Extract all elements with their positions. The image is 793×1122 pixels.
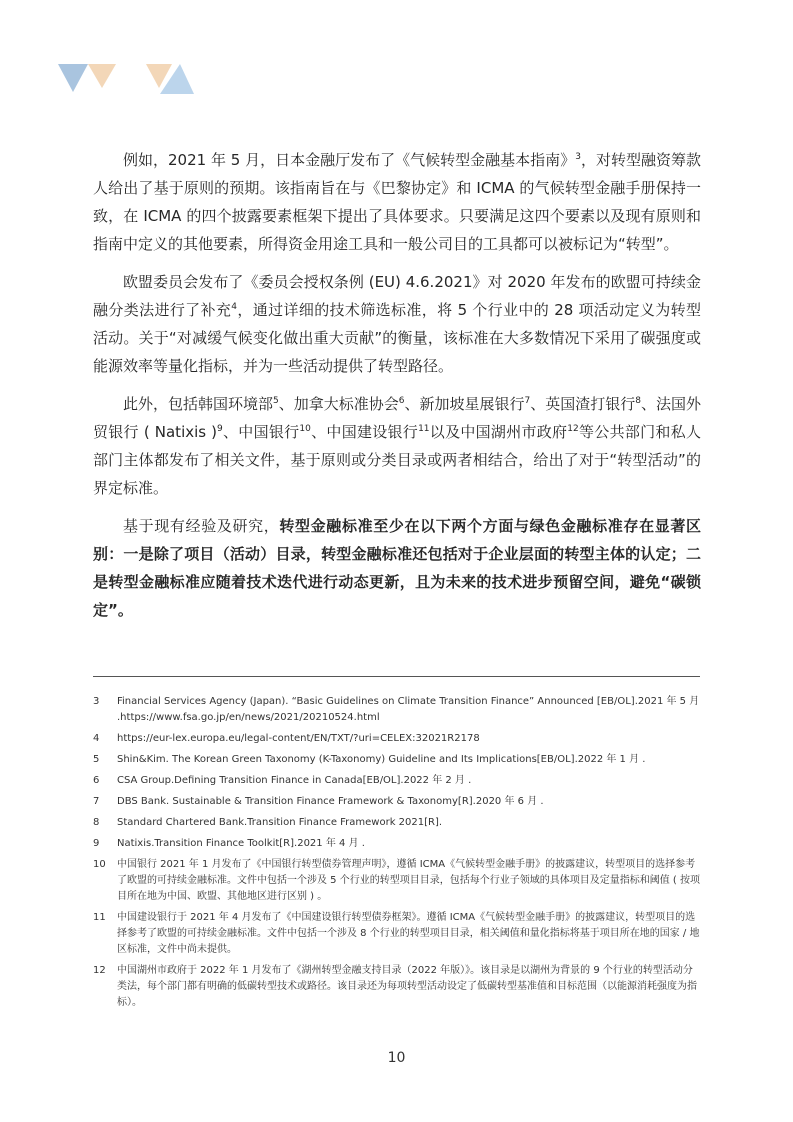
footnote-divider (93, 676, 700, 677)
footnote-ref: 3 (575, 152, 581, 162)
footnote-ref: 9 (217, 424, 223, 434)
footnotes-list (93, 694, 701, 1016)
footnote-item (93, 773, 701, 789)
footnote-number: 7 (93, 796, 100, 807)
paragraph-text: 、中国建设银行 (310, 423, 419, 441)
paragraph-text: ，通过详细的技术筛选标准，将 5 个行业中的 28 项活动定义为转型活动。关于“对减缓气候变化做出重大贡献”的衡量，该标准在大多数情况下采用了碳强度或能源效率等量化指标，并为一些活动提供了转型路径。 (93, 301, 701, 375)
footnote-ref: 11 (418, 424, 430, 434)
paragraph-text: ，对转型融资筹款人给出了基于原则的预期。该指南旨在与《巴黎协定》和 ICMA 的气候转型金融手册保持一致，在 ICMA 的四个披露要素框架下提出了具体要求。只要满足这四个要素以及现有原则和指南中定义的其他要素，所得资金用途工具和一般公司目的工具都可以被标记为“转型”。 (93, 151, 701, 253)
footnote-ref: 12 (567, 424, 579, 434)
paragraph-text: 、英国渣打银行 (530, 395, 636, 413)
footnote-number: 10 (93, 859, 106, 870)
footnote-text: Shin&Kim. The Korean Green Taxonomy (K-Taxonomy) Guideline and Its Implications[EB/OL].2022 年 1 月 . (117, 754, 646, 765)
footnote-number: 9 (93, 838, 100, 849)
decorative-triangles-logo (58, 64, 198, 94)
footnote-number: 11 (93, 912, 106, 923)
footnote-text: 中国湖州市政府于 2022 年 1 月发布了《湖州转型金融支持目录（2022 年版）》。该目录是以湖州为背景的 9 个行业的转型活动分类法，每个部门都有明确的低碳转型技术或路径。该目录还为每项转型活动设定了低碳转型基准值和目标范围（以能源消耗强度为指标）。 (117, 965, 697, 1008)
footnote-item (93, 857, 701, 905)
paragraph-text: 、加拿大标准协会 (278, 395, 399, 413)
footnote-number: 12 (93, 965, 106, 976)
body-paragraph (93, 512, 701, 624)
footnote-text: Natixis.Transition Finance Toolkit[R].2021 年 4 月 . (117, 838, 365, 849)
footnote-text: 中国银行 2021 年 1 月发布了《中国银行转型债券管理声明》，遵循 ICMA《气候转型金融手册》的披露建议，转型项目的选择参考了欧盟的可持续金融标准。文件中包括一个涉及 5 个行业的转型项目目录，包括每个行业子领域的具体项目及定量指标和阈值 ( 按项目所在地为中国、欧盟、其他地区进行区别 ) 。 (117, 859, 700, 902)
footnote-number: 3 (93, 696, 100, 707)
paragraph-text: 以及中国湖州市政府 (429, 423, 568, 441)
body-paragraph (93, 146, 701, 258)
footnote-item (93, 836, 701, 852)
footnote-item (93, 910, 701, 958)
body-paragraph (93, 268, 701, 380)
footnote-item (93, 963, 701, 1011)
footnote-ref: 8 (635, 396, 641, 406)
emphasis-text: 转型金融标准至少在以下两个方面与绿色金融标准存在显著区别：一是除了项目（活动）目录，转型金融标准还包括对于企业层面的转型主体的认定；二是转型金融标准应随着技术迭代进行动态更新，且为未来的技术进步预留空间，避免“碳锁定”。 (93, 517, 701, 619)
footnote-text: Financial Services Agency (Japan). “Basic Guidelines on Climate Transition Finance” Announced [EB/OL].2021 年 5 月 .https://www.fsa.go.jp/en/news/2021/20210524.html (117, 696, 700, 723)
footnote-number: 4 (93, 733, 100, 744)
footnote-item (93, 794, 701, 810)
footnote-item (93, 815, 701, 831)
main-body-text (93, 146, 701, 634)
footnote-number: 5 (93, 754, 100, 765)
footnote-number: 6 (93, 775, 100, 786)
footnote-text: https://eur-lex.europa.eu/legal-content/EN/TXT/?uri=CELEX:32021R2178 (117, 733, 480, 744)
paragraph-text: 等公共部门和私人部门主体都发布了相关文件，基于原则或分类目录或两者相结合，给出了对于“转型活动”的界定标准。 (93, 423, 701, 497)
footnote-ref: 4 (231, 302, 238, 312)
page-number: 10 (387, 1050, 406, 1066)
logo-triangle-peach (88, 64, 116, 88)
body-paragraph (93, 390, 701, 502)
footnote-text: DBS Bank. Sustainable & Transition Finance Framework & Taxonomy[R].2020 年 6 月 . (117, 796, 544, 807)
footnote-item (93, 694, 701, 726)
footnote-ref: 7 (524, 396, 531, 406)
paragraph-text: 基于现有经验及研究， (123, 517, 280, 535)
paragraph-text: 例如，2021 年 5 月，日本金融厅发布了《气候转型金融基本指南》 (123, 151, 576, 169)
footnote-item (93, 731, 701, 747)
paragraph-text: 、法国外贸银行 ( Natixis ) (93, 395, 702, 441)
paragraph-text: 、新加坡星展银行 (404, 395, 525, 413)
paragraph-text: 欧盟委员会发布了《委员会授权条例 (EU) 4.6.2021》对 2020 年发布的欧盟可持续金融分类法进行了补充 (93, 273, 701, 319)
paragraph-text: 此外，包括韩国环境部 (123, 395, 274, 413)
footnote-number: 8 (93, 817, 100, 828)
footnote-ref: 6 (398, 396, 405, 406)
footnote-item (93, 752, 701, 768)
logo-triangle-blue (58, 64, 88, 92)
paragraph-text: 、中国银行 (222, 423, 300, 441)
footnote-text: Standard Chartered Bank.Transition Finance Framework 2021[R]. (117, 817, 443, 828)
footnote-ref: 10 (299, 424, 311, 434)
footnote-ref: 5 (273, 396, 279, 406)
footnote-text: CSA Group.Defining Transition Finance in Canada[EB/OL].2022 年 2 月 . (117, 775, 472, 786)
footnote-text: 中国建设银行于 2021 年 4 月发布了《中国建设银行转型债券框架》。遵循 ICMA《气候转型金融手册》的披露建议，转型项目的选择参考了欧盟的可持续金融标准。文件中包括一个涉及 8 个行业的转型项目目录，相关阈值和量化指标将基于项目所在地的国家 / 地区标准，文件中尚未提供。 (117, 912, 700, 955)
